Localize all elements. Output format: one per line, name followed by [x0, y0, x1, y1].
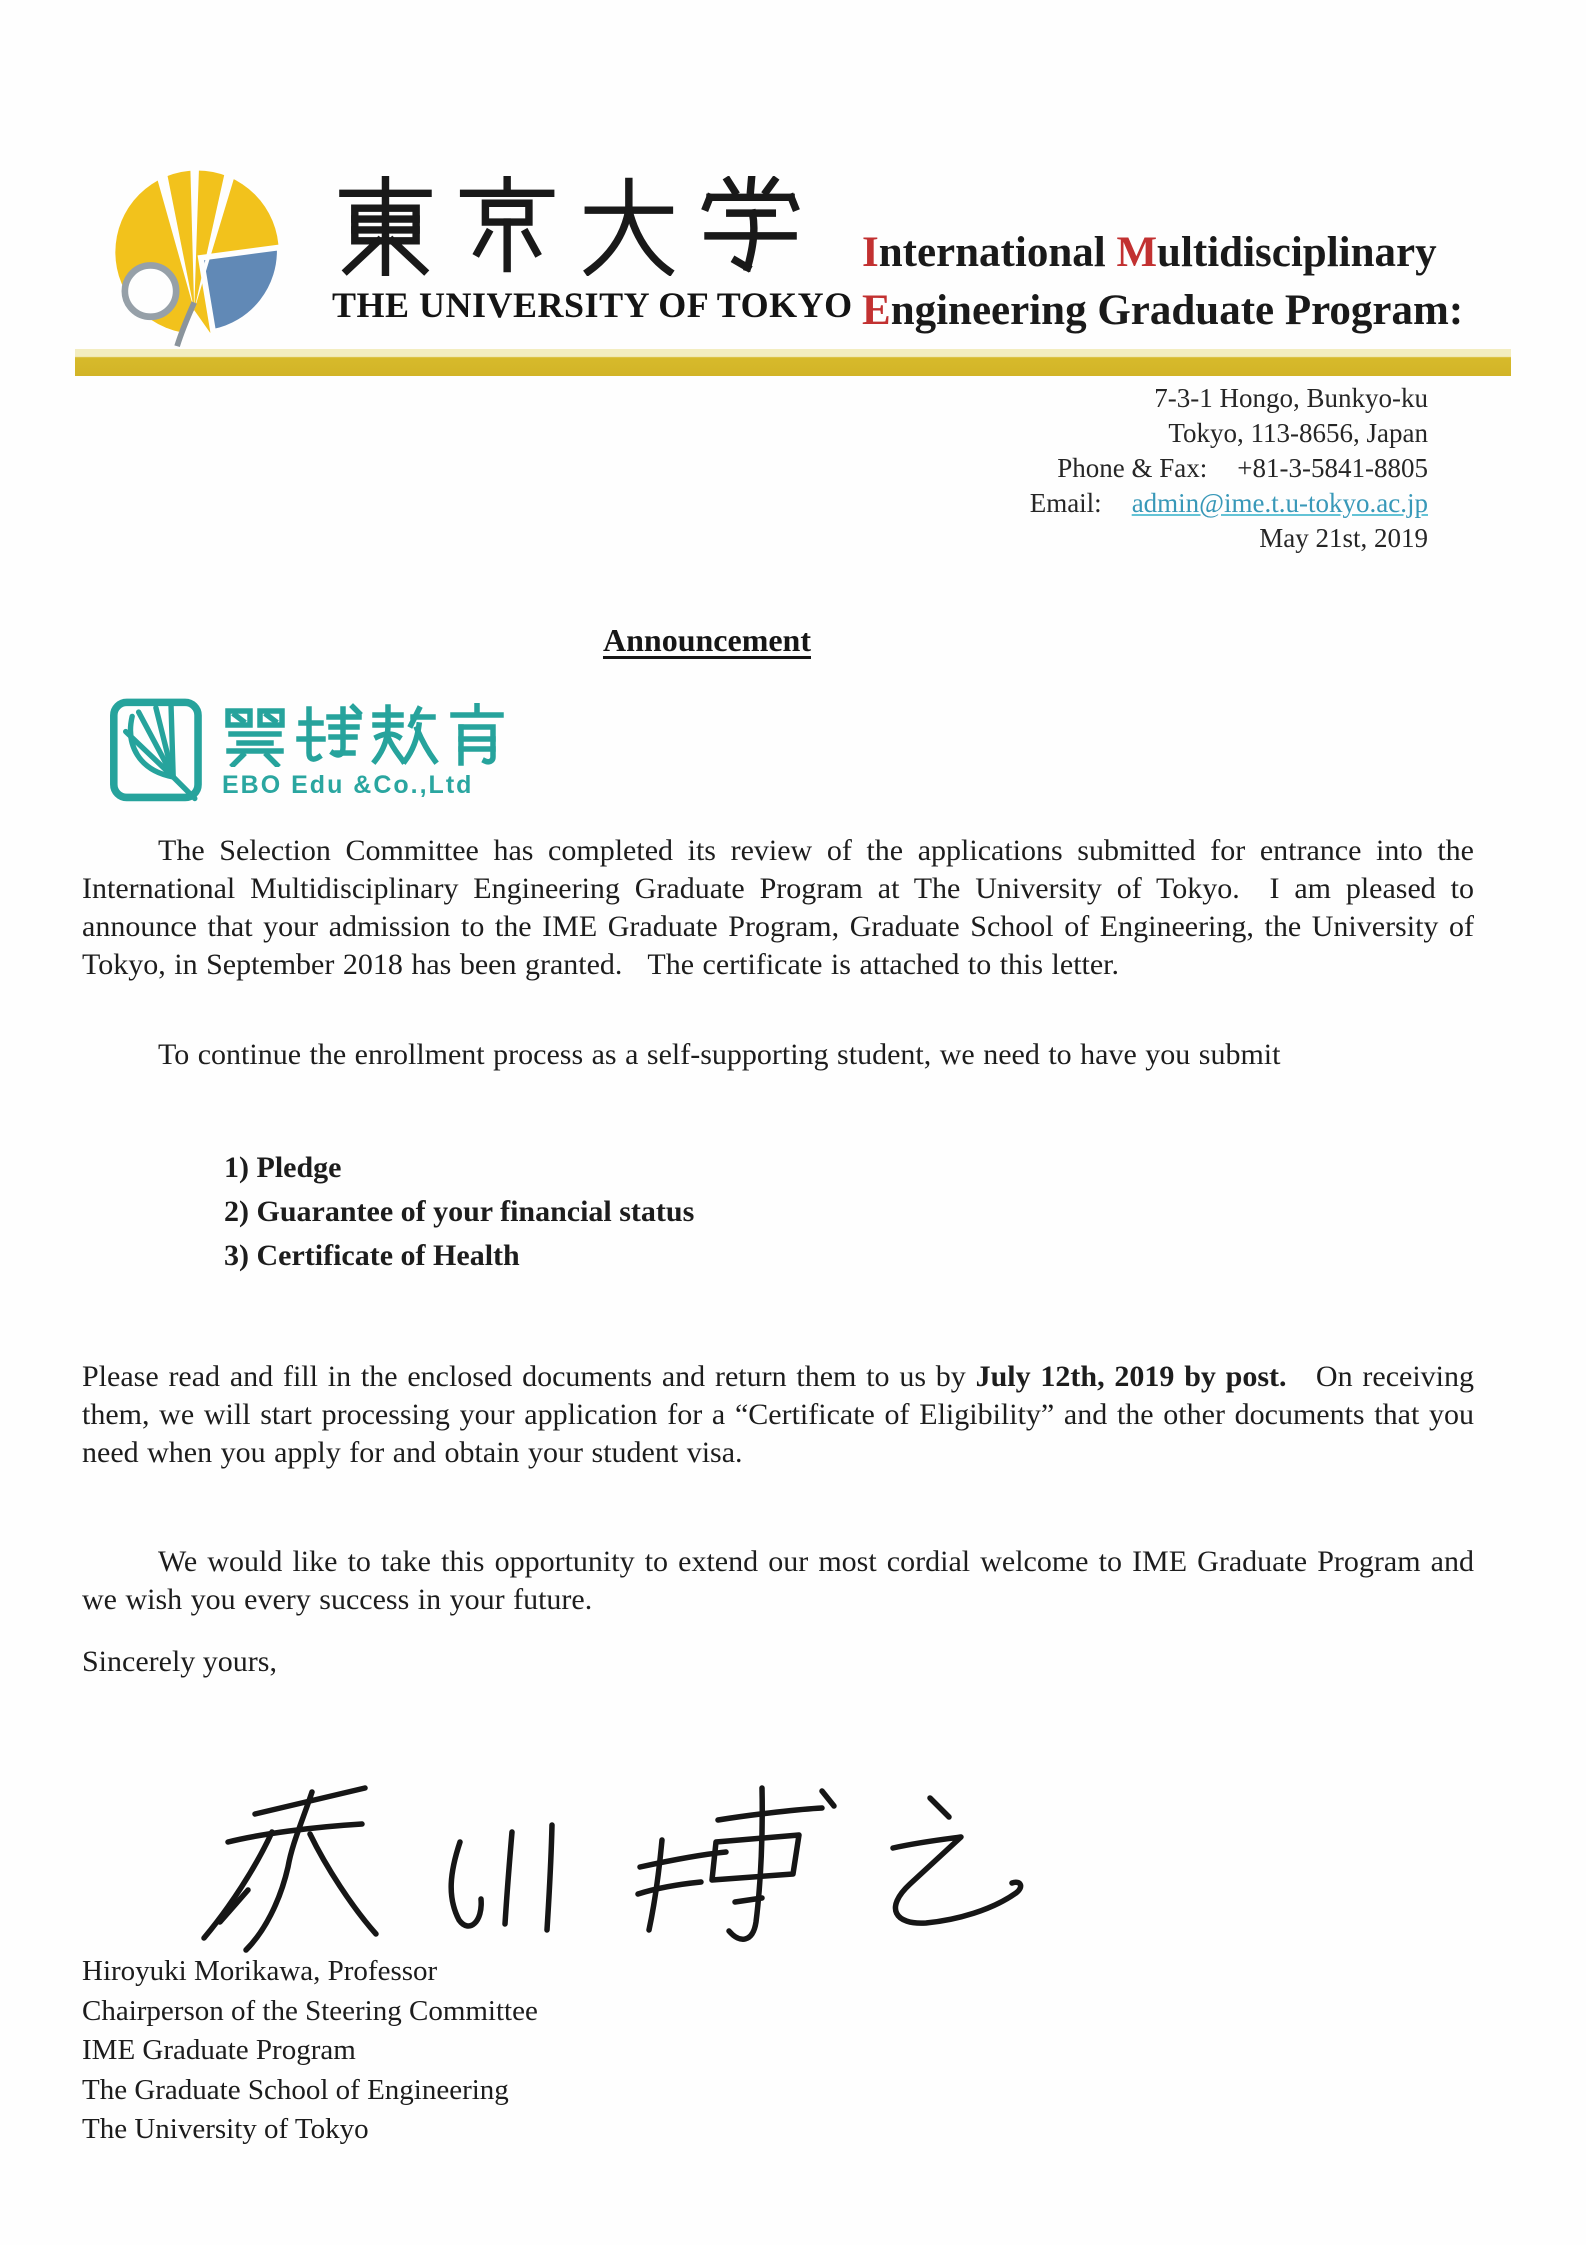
signer-program: IME Graduate Program: [82, 2034, 356, 2066]
red-initial: E: [862, 287, 891, 334]
utokyo-english-name: THE UNIVERSITY OF TOKYO: [332, 285, 853, 325]
gold-divider: [75, 349, 1511, 376]
paragraph-welcome: We would like to take this opportunity to extend our most cordial welcome to IME Graduate Program and we wish you every success in your future.: [82, 1545, 1483, 1616]
email-line: [1030, 486, 1428, 521]
list-item-pledge: 1) Pledge: [224, 1151, 342, 1184]
phone-line: [1030, 451, 1428, 486]
ebo-chinese-name: [108, 693, 109, 694]
signer-university: The University of Tokyo: [82, 2113, 369, 2145]
red-initial: M: [1116, 229, 1158, 276]
required-documents-list: [224, 1146, 694, 1278]
paragraph-admission: The Selection Committee has completed its review of the applications submitted for entrance into the International Multidisciplinary Engineering Graduate Program at The University of Tokyo. I am pleased to announce that your admission to the IME Graduate Program, Graduate School of Engineering, the University of Tokyo, in September 2018 has been granted. The certificate is attached to this letter.: [82, 834, 1483, 981]
phone-value: +81-3-5841-8805: [1237, 453, 1428, 483]
phone-label: Phone & Fax:: [1057, 453, 1208, 483]
email-link[interactable]: admin@ime.t.u-tokyo.ac.jp: [1131, 488, 1428, 518]
email-label: Email:: [1029, 488, 1102, 518]
signature-handwriting: [160, 1772, 1040, 1972]
red-initial: I: [862, 229, 879, 276]
utokyo-kanji-logotype: [336, 176, 801, 276]
ebo-english-name: EBO Edu &Co.,Ltd: [222, 771, 474, 799]
signature-block: [82, 1952, 538, 2150]
deadline-date: July 12th, 2019 by post.: [975, 1360, 1287, 1393]
signer-name-title: Hiroyuki Morikawa, Professor: [82, 1955, 438, 1987]
utokyo-ginkgo-icon: [103, 160, 293, 350]
announcement-heading: Announcement: [602, 622, 811, 658]
program-title-line2: Engineering Graduate Program:: [862, 287, 1464, 334]
program-title: [862, 224, 1463, 340]
address-line-1: 7-3-1 Hongo, Bunkyo-ku: [1154, 383, 1428, 413]
ebo-chinese-logotype: [220, 703, 512, 767]
closing-salutation: Sincerely yours,: [82, 1645, 277, 1678]
utokyo-kanji-name: [0, 0, 1, 1]
ebo-logo: [108, 693, 528, 808]
program-title-line1: International Multidisciplinary: [862, 229, 1437, 276]
address-line-2: Tokyo, 113-8656, Japan: [1168, 418, 1428, 448]
signer-school: The Graduate School of Engineering: [82, 2073, 509, 2106]
paragraph-deadline: Please read and fill in the enclosed documents and return them to us by July 12th, 2019 by post. On receiving them, we will start processing your application for a “Certificate of Eligibility” and the other documents that you need when you apply for and obtain your student visa.: [82, 1360, 1483, 1469]
date-line: May 21st, 2019: [1259, 523, 1428, 553]
signer-role: Chairperson of the Steering Committee: [82, 1994, 538, 2027]
list-item-health-certificate: 3) Certificate of Health: [224, 1239, 520, 1272]
signature-name-kanji: [0, 0, 1, 1]
ebo-leaf-icon: [108, 697, 206, 805]
list-item-financial-guarantee: 2) Guarantee of your financial status: [224, 1195, 695, 1228]
paragraph-enrollment: To continue the enrollment process as a self-supporting student, we need to have you submit: [158, 1038, 1281, 1071]
contact-block: [1030, 381, 1428, 556]
